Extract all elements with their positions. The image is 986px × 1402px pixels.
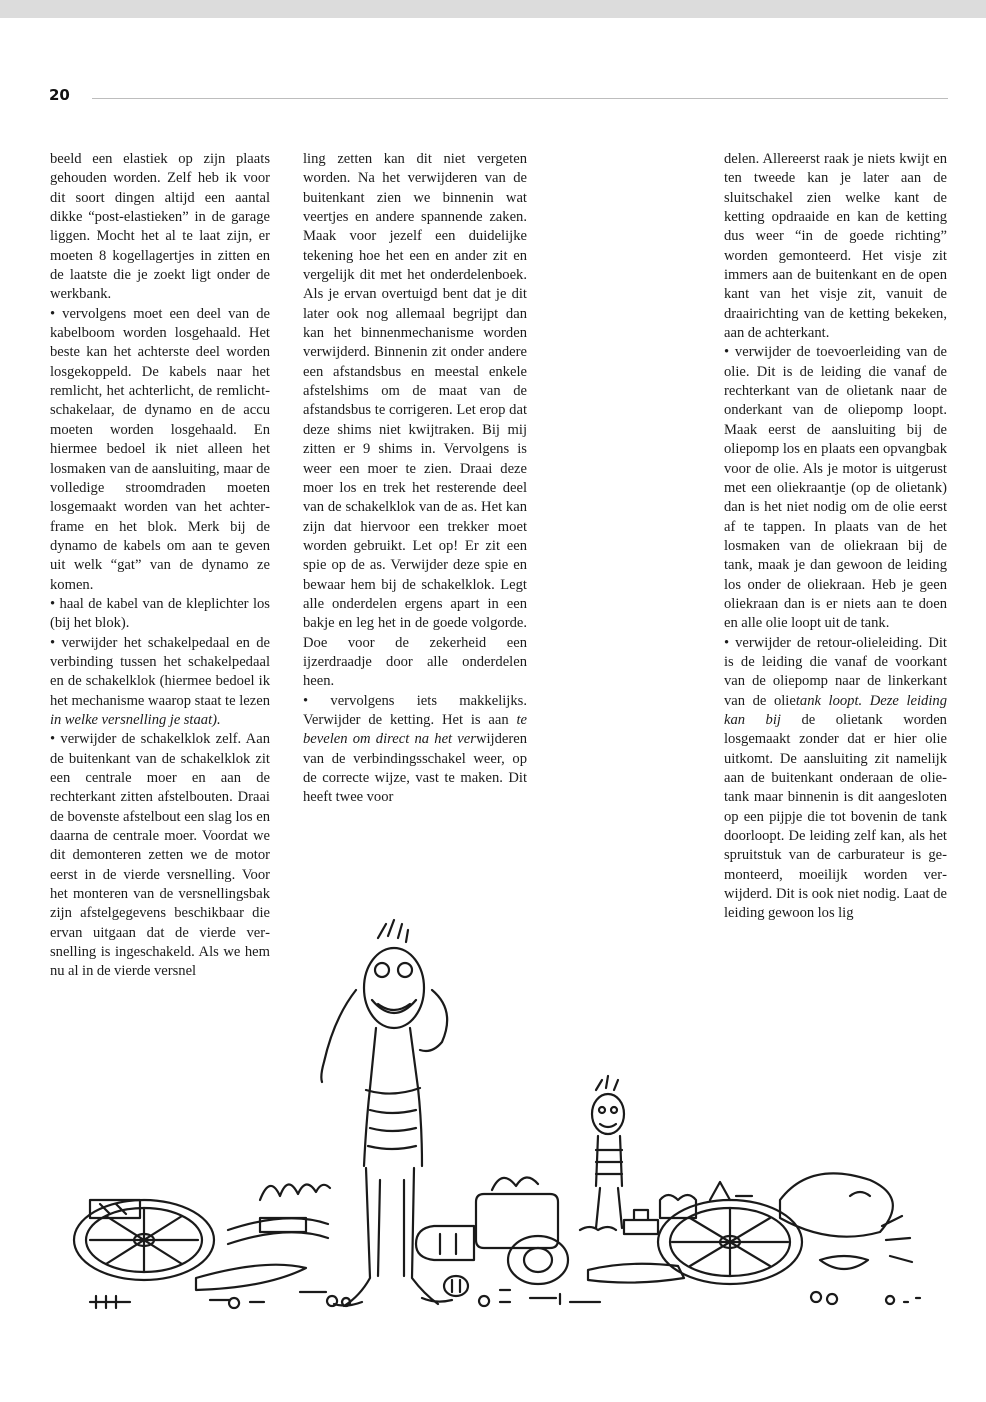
cartoon-illustration <box>60 900 940 1320</box>
paragraph-italic-text: in welke versnelling je staat). <box>50 711 221 728</box>
paragraph-italic-text: te bevelen om direct na het ver <box>303 711 527 748</box>
paragraph <box>50 634 270 731</box>
paragraph-text: • verwijder het schakelpedaal en de verbinding tussen het schakelpedaal en de schakelklok (hiermee bedoel ik het mechanisme waarop staat te lezen <box>50 634 270 709</box>
cartoon-boy <box>592 1076 624 1228</box>
paragraph: • haal de kabel van de kleplichter los (bij het blok). <box>50 595 270 632</box>
paragraph: beeld een elastiek op zijn plaats gehouden worden. Zelf heb ik voor dit soort dingen altijd een aantal dikke “post-elastieken” in de garage liggen. Mocht het al te laat zijn, er moeten 8 kogellagertjes in zitten en de laatste die je zoekt ligt onder de werkbank. <box>50 151 270 303</box>
paragraph: • verwijder de toevoerleiding van de olie. Dit is de leiding die vanaf de rechterkant van de olietank naar de onderkant van de oliepomp loopt. Maak eerst de aansluiting bij de oliepomp los en plaats een opvangbak voor de olie. Als je motor is uitgerust met een oliekraantje (op de olietank) dan is het niet nodig om de olie eerst af te tappen. In plaats van de het losmaken van de oliekraan bij de tank, maak je dan gewoon de leiding los onder de oliekraan. Heb je geen oliekraan dan is er niets aan te doen en alle olie loopt uit de tank. <box>724 344 947 632</box>
paragraph-text-continued: wijderen van de verbindingsschakel weer, op de correcte wijze, vast te maken. Dit heeft twee voor <box>303 731 527 806</box>
paragraph: • verwijder de schakelklok zelf. Aan de buitenkant van de schakelklok zit een centrale moer en aan de rechterkant zitten afstelbouten. Draai de bovenste afstelbout een slag los en daarna de centrale moer. Voordat we dit demonteren zetten we de motor eerst in de vierde versnelling. Voor het monteren van de versnellingsbak zijn afstelgegevens beschikbaar die ervan uitgaan dat de vierde versnelling is ingeschakeld. Als we hem nu al in de vierde versnel <box>50 731 270 980</box>
paragraph <box>724 634 947 924</box>
text-column-2 <box>303 150 527 808</box>
paragraph: ling zetten kan dit niet vergeten worden. Na het verwijderen van de buitenkant zien we binnenin wat veertjes en andere spannende zaken. Maak voor jezelf een duidelijke tekening hoe het een en ander zit en vergelijk dit met het onderdelenboek. Als je ervan overtuigd bent dat je dit later ook nog allemaal begrijpt dan kan het binnenmechanisme worden verwijderd. Binnenin zit onder andere een afstandsbus en meestal enkele afstelshims om de maat van de afstandsbus te corrigeren. Let erop dat deze shims niet kwijtraken. Bij mij zitten er 9 shims in. Vervolgens is weer een moer te zien. Draai deze moer los en trek het resterende deel van de schakelklok van de as. Het kan zijn dat hiervoor een trekker moet worden gebruikt. Let op! Er zit een spie op de as. Verwijder deze spie en bewaar hem bij de schakelklok. Legt alle onderdelen ergens apart in een bakje en leg het in de goede volgorde. Doe voor de zekerheid een ijzerdraadje door alle onderdelen heen. <box>303 151 527 690</box>
paragraph-italic-text: tank loopt. Deze leiding kan bij <box>724 692 947 728</box>
text-column-3 <box>724 150 947 924</box>
paragraph <box>303 692 527 808</box>
cartoon-man <box>321 920 452 1306</box>
motorcycle-wheel-left <box>74 1200 214 1280</box>
scan-top-band <box>0 0 986 18</box>
page-number: 20 <box>49 86 70 104</box>
paragraph: delen. Allereerst raak je niets kwijt en ten tweede kan je later aan de sluitschakel zien welke kant de ketting opdraaide en kan de ketting dus weer “in de goede richting” worden gemonteerd. Het visje zit immers aan de buitenkant en de open kant van het visje zit, vanuit de draairichting van de ketting bekeken, aan de achterkant. <box>724 151 947 342</box>
paragraph-text: • verwijder de retour-olieleiding. Dit is de leiding die vanaf de voorkant van de oliepomp naar de linkerkant van de olie <box>724 634 947 709</box>
paragraph-text: • vervolgens iets makkelijks. Verwijder de ketting. Het is aan <box>303 692 527 728</box>
header-rule <box>92 98 948 99</box>
text-column-1 <box>50 150 270 982</box>
paragraph: • vervolgens moet een deel van de kabelboom worden losgehaald. Het beste kan het achterste deel worden losgekoppeld. De kabels naar het remlicht, het achterlicht, de remlichtschakelaar, de dynamo en de accu moeten worden losgehaald. En hiermee bedoel ik niet alleen het losmaken van de aansluiting, maar de volledige stroomdraden moeten losgemaakt worden van het achterframe en het blok. Merk bij de dynamo de kabels om aan te geven uit welk “gat” van de dynamo ze komen. <box>50 305 270 593</box>
paragraph-text-continued: de olietank worden losgemaakt zonder dat er hier olie uitkomt. De aansluiting zit namelijk aan de buitenkant onderaan de olietank maar binnenin is dit aangesloten op een pijpje die tot bovenin de tank doorloopt. De leiding zelf kan, als het spruitstuk van de carburateur is gemonteerd, moeilijk worden verwijderd. Dit is ook niet nodig. Laat de leiding gewoon los lig <box>724 711 947 922</box>
